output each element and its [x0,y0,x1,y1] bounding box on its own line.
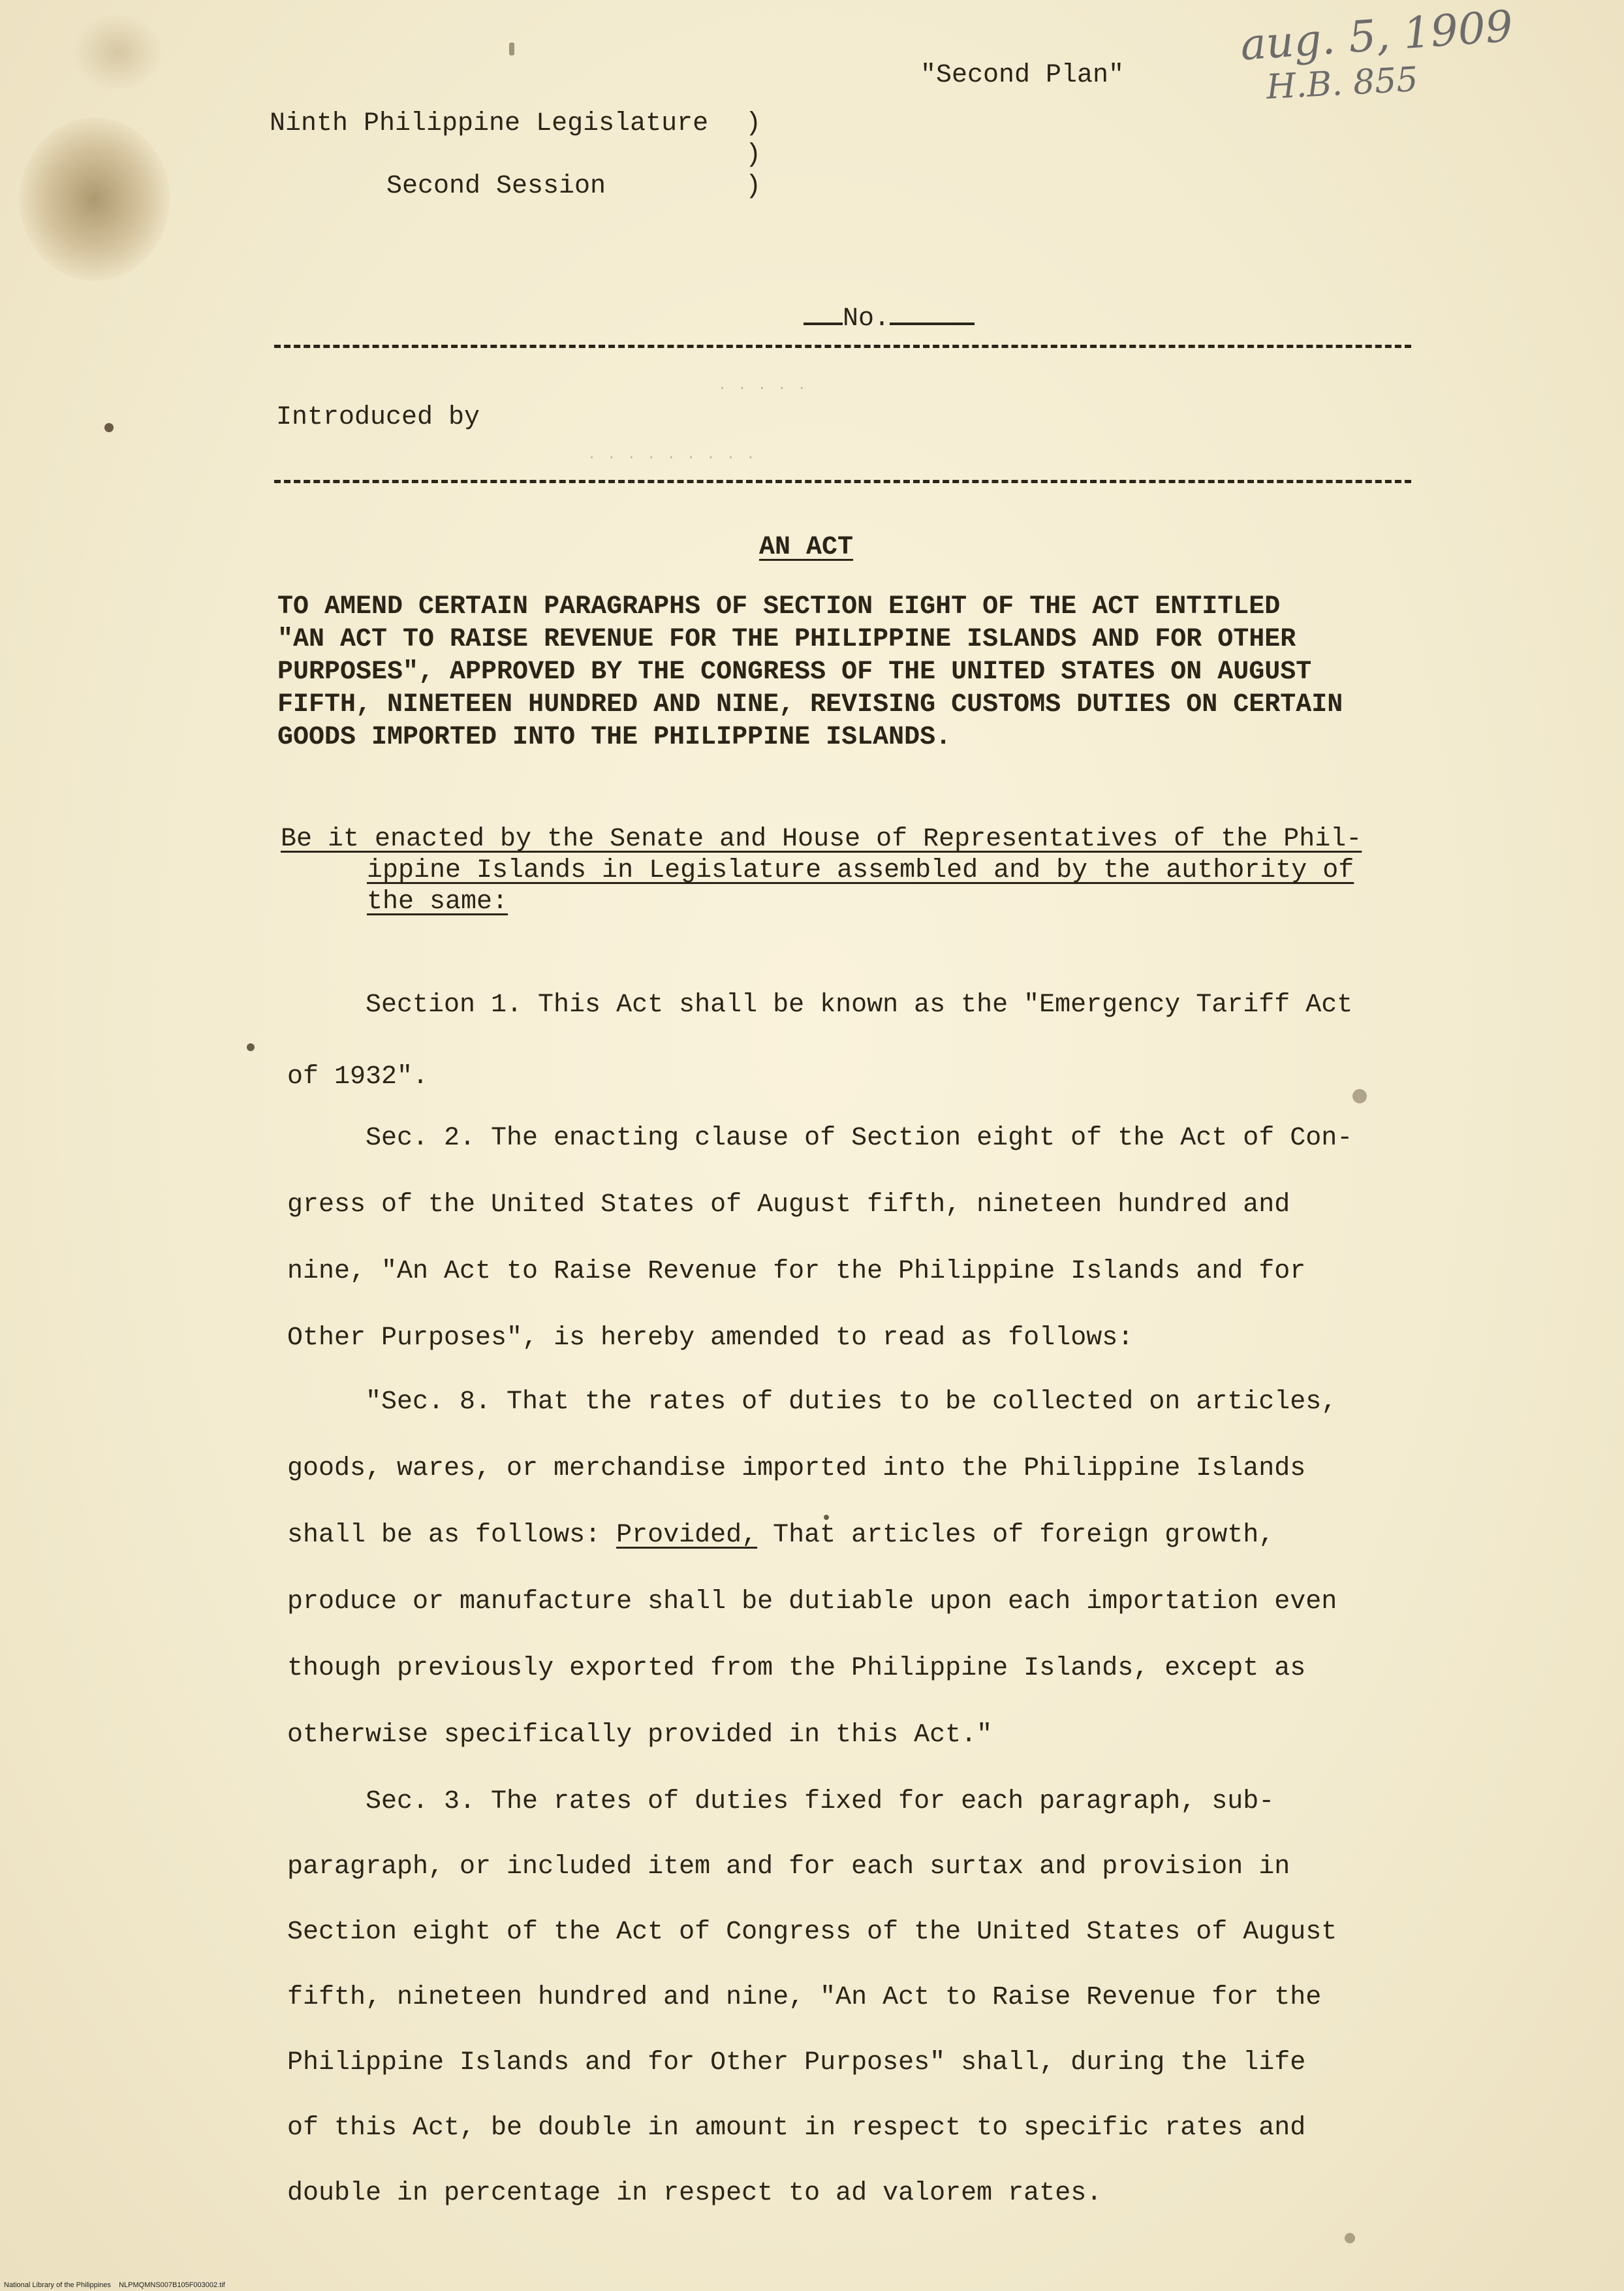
handwritten-bill-number: H.B. 855 [1265,59,1419,108]
section-3-line: double in percentage in respect to ad valorem rates. [287,2179,1102,2208]
section-1-line: of 1932". [287,1062,429,1092]
section-3-line: Sec. 3. The rates of duties fixed for each paragraph, sub- [366,1787,1275,1816]
separator-line [274,480,1411,483]
ink-speck [1352,1089,1367,1103]
section-3-line: fifth, nineteen hundred and nine, "An Act to Raise Revenue for the [287,1983,1322,2012]
act-heading: AN ACT [759,533,854,562]
title-line: "AN ACT TO RAISE REVENUE FOR THE PHILIPPINE ISLANDS AND FOR OTHER [277,625,1296,654]
title-line: TO AMEND CERTAIN PARAGRAPHS OF SECTION EIGHT OF THE ACT ENTITLED [277,592,1281,622]
enacting-clause-line: the same: [367,887,508,917]
amended-section-8-line: otherwise specifically provided in this Act." [287,1720,993,1750]
amended-section-8-line [287,1520,1274,1551]
text-span: shall be as follows: [287,1521,617,1550]
section-3-line: Philippine Islands and for Other Purposes" shall, during the life [287,2048,1306,2078]
separator-line [274,345,1411,348]
number-label: No. [843,304,890,334]
archive-footer: National Library of the Philippines NLPMQMNS007B105F003002.tif [4,2281,225,2289]
ink-speck [824,1515,829,1520]
ink-speck [1345,2233,1355,2243]
provided-keyword: Provided, [616,1521,758,1550]
bracket: ) [745,109,762,138]
amended-section-8-line: though previously exported from the Philippine Islands, except as [287,1654,1306,1683]
section-2-line: Other Purposes", is hereby amended to read as follows: [287,1323,1134,1353]
title-line: FIFTH, NINETEEN HUNDRED AND NINE, REVISING CUSTOMS DUTIES ON CERTAIN [277,690,1343,719]
text-span: That articles of foreign growth, [757,1521,1275,1550]
enacting-clause-line: Be it enacted by the Senate and House of Representatives of the Phil- [281,825,1362,854]
faint-stamp: . . . . . . . . . [587,447,757,463]
introduced-by-label: Introduced by [276,403,480,432]
amended-section-8-line: produce or manufacture shall be dutiable upon each importation even [287,1587,1337,1617]
bracket: ) [745,172,762,201]
section-2-line: Sec. 2. The enacting clause of Section eight of the Act of Con- [366,1124,1353,1153]
ink-speck [509,42,514,55]
water-stain [20,118,170,281]
section-2-line: gress of the United States of August fifth, nineteen hundred and [287,1190,1290,1220]
blank-line [890,302,975,325]
section-3-line: of this Act, be double in amount in respect to specific rates and [287,2113,1306,2143]
bracket: ) [745,140,762,170]
section-3-line: paragraph, or included item and for each surtax and provision in [287,1852,1290,1882]
title-line: PURPOSES", APPROVED BY THE CONGRESS OF THE UNITED STATES ON AUGUST [277,657,1312,687]
amended-section-8-line: "Sec. 8. That the rates of duties to be collected on articles, [366,1387,1337,1417]
handwritten-date: aug. 5, 1909 [1238,1,1515,71]
section-2-line: nine, "An Act to Raise Revenue for the Philippine Islands and for [287,1257,1306,1286]
faint-stamp: . . . . . [718,377,807,394]
plan-label: "Second Plan" [920,61,1125,90]
ink-speck [104,423,114,432]
ink-speck [247,1043,255,1051]
act-title [277,591,1426,754]
legislature-name: Ninth Philippine Legislature [270,109,709,138]
bill-number-field [741,270,975,366]
section-1-line: Section 1. This Act shall be known as the "Emergency Tariff Act [366,990,1353,1020]
blank-line [804,302,843,325]
water-stain [72,13,163,91]
title-line: GOODS IMPORTED INTO THE PHILIPPINE ISLANDS. [277,723,952,752]
amended-section-8-line: goods, wares, or merchandise imported into the Philippine Islands [287,1454,1306,1483]
section-3-line: Section eight of the Act of Congress of the United States of August [287,1918,1337,1947]
session-name: Second Session [386,172,606,201]
enacting-clause-line: ippine Islands in Legislature assembled and by the authority of [367,856,1354,885]
